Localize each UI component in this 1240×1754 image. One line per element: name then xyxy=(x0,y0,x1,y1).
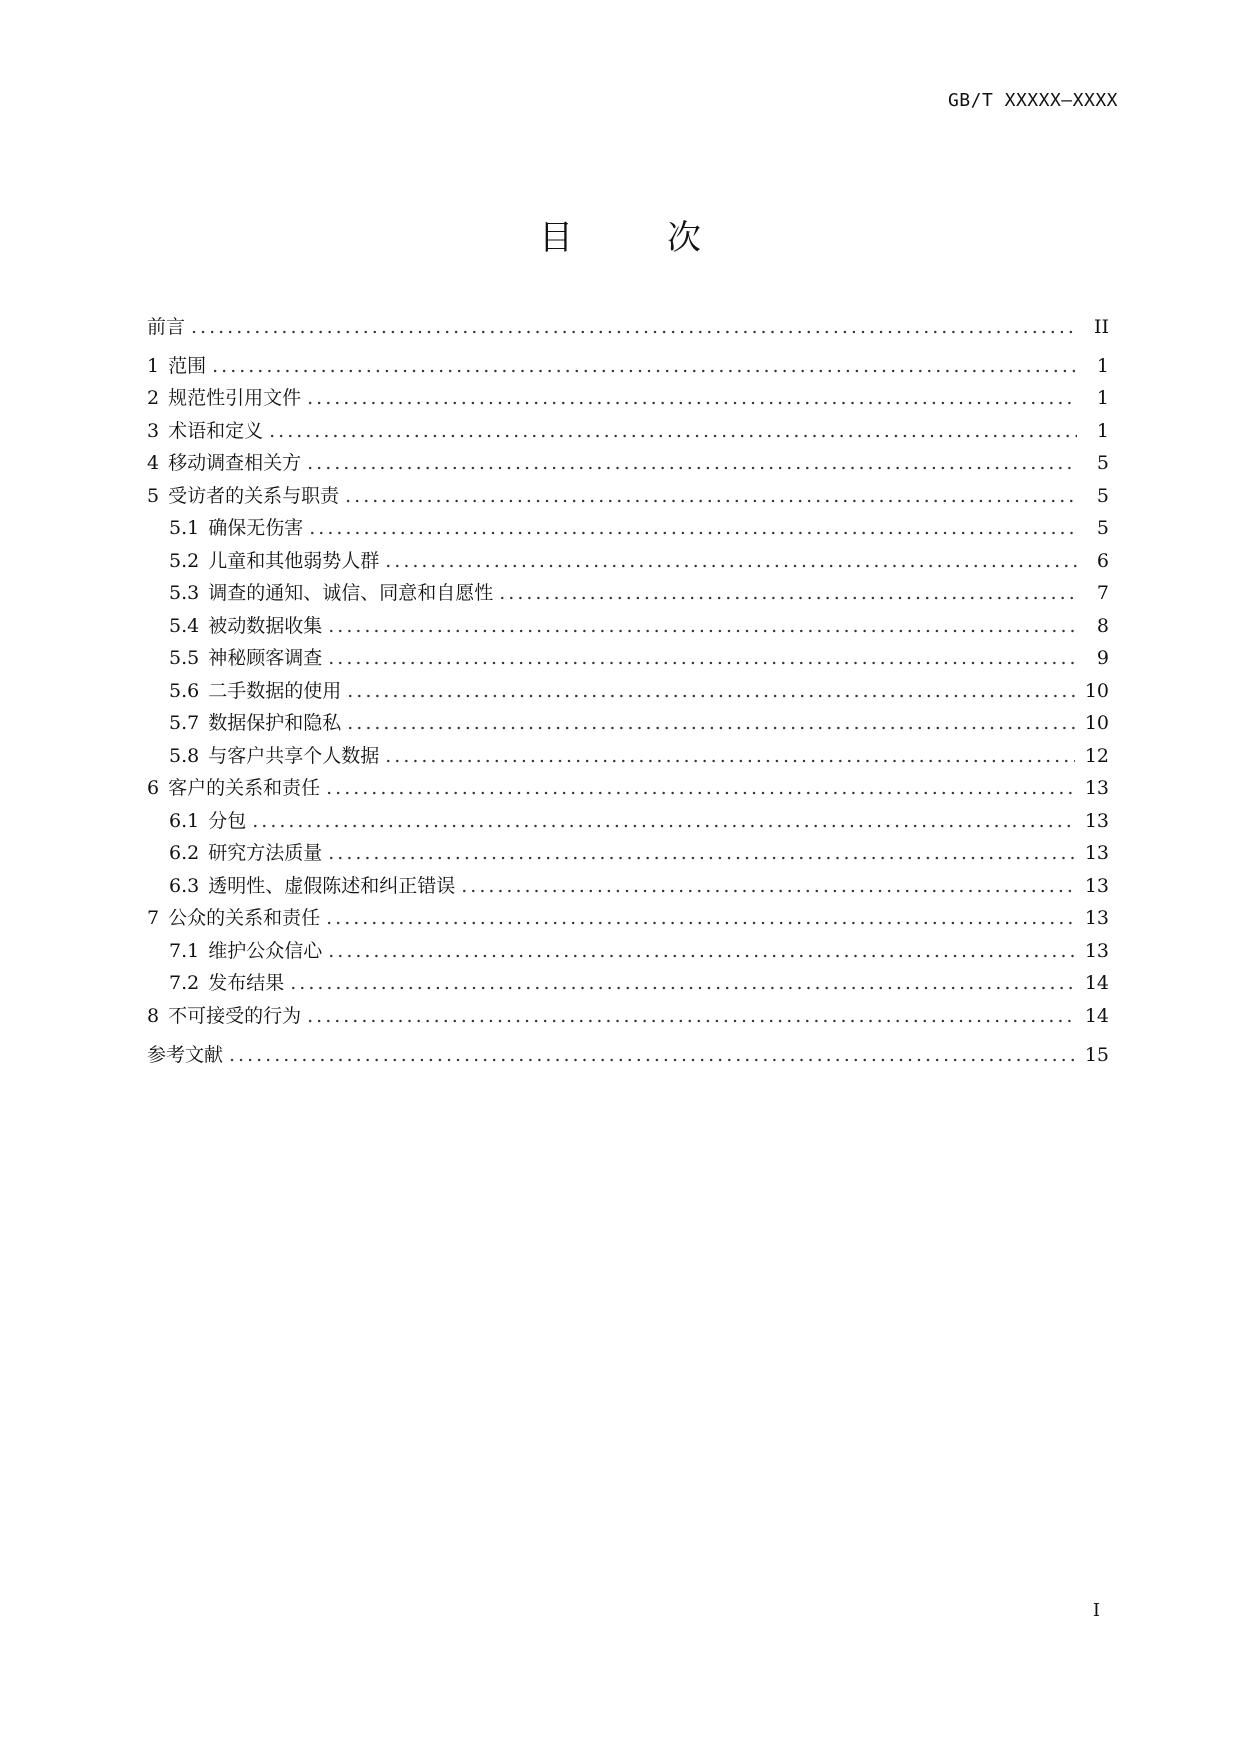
toc-label: 透明性、虚假陈述和纠正错误 xyxy=(208,874,456,897)
toc-page-number: 9 xyxy=(1096,647,1109,669)
toc-page-number: 10 xyxy=(1084,712,1109,734)
toc-label: 发布结果 xyxy=(208,972,285,994)
toc-leader-dots xyxy=(191,316,1077,338)
toc-entry-7-2[interactable] xyxy=(147,968,1109,1001)
toc-entry-5-2[interactable] xyxy=(147,546,1109,579)
toc-leader-dots xyxy=(461,875,1075,897)
toc-number: 8 xyxy=(147,1004,160,1027)
toc-entry-bibliography[interactable] xyxy=(147,1040,1109,1073)
toc-label: 参考文献 xyxy=(147,1044,224,1066)
toc-entry-5[interactable] xyxy=(147,481,1109,514)
toc-label: 数据保护和隐私 xyxy=(208,712,342,734)
toc-leader-dots xyxy=(269,420,1077,442)
toc-number: 5.8 xyxy=(169,744,200,767)
toc-entry-3[interactable] xyxy=(147,416,1109,449)
toc-leader-dots xyxy=(499,582,1077,604)
toc-number: 5.2 xyxy=(169,549,200,572)
toc-label: 儿童和其他弱势人群 xyxy=(208,549,380,572)
toc-number: 5.4 xyxy=(169,614,200,637)
toc-label: 维护公众信心 xyxy=(208,939,323,962)
toc-number: 6.1 xyxy=(169,809,200,832)
toc-leader-dots xyxy=(309,517,1077,539)
toc-page-number: 13 xyxy=(1084,874,1109,897)
toc-leader-dots xyxy=(229,1044,1075,1066)
toc-leader-dots xyxy=(307,387,1077,409)
toc-leader-dots xyxy=(290,972,1075,994)
toc-label: 被动数据收集 xyxy=(208,614,323,637)
toc-number: 7 xyxy=(147,907,160,929)
toc-entry-2[interactable] xyxy=(147,383,1109,416)
toc-page-number: 13 xyxy=(1084,907,1109,929)
toc-label: 与客户共享个人数据 xyxy=(208,744,380,767)
toc-page-number: 14 xyxy=(1084,1004,1109,1027)
toc-leader-dots xyxy=(347,680,1075,702)
toc-page-number: 1 xyxy=(1096,419,1109,442)
toc-entry-5-5[interactable] xyxy=(147,643,1109,676)
toc-leader-dots xyxy=(307,452,1077,474)
toc-label: 分包 xyxy=(208,809,247,832)
toc-number: 6.3 xyxy=(169,874,200,897)
toc-entry-7[interactable] xyxy=(147,903,1109,936)
toc-leader-dots xyxy=(347,712,1075,734)
toc-number: 5.5 xyxy=(169,647,200,669)
toc-number: 5.3 xyxy=(169,582,200,604)
toc-entry-5-6[interactable] xyxy=(147,676,1109,709)
toc-label: 规范性引用文件 xyxy=(168,387,302,409)
toc-leader-dots xyxy=(212,355,1077,377)
toc-number: 3 xyxy=(147,419,160,442)
toc-label: 术语和定义 xyxy=(168,419,264,442)
toc-number: 6 xyxy=(147,777,160,799)
toc-entry-7-1[interactable] xyxy=(147,936,1109,969)
toc-label: 神秘顾客调查 xyxy=(208,647,323,669)
toc-number: 5 xyxy=(147,484,160,507)
toc-number: 5.7 xyxy=(169,712,200,734)
toc-label: 公众的关系和责任 xyxy=(168,907,321,929)
toc-page-number: 13 xyxy=(1084,809,1109,832)
toc-page-number: 13 xyxy=(1084,842,1109,864)
toc-page-number: 7 xyxy=(1096,582,1109,604)
toc-number: 7.1 xyxy=(169,939,200,962)
toc-page-number: 14 xyxy=(1084,972,1109,994)
page-title: 目 次 xyxy=(539,218,731,258)
toc-page-number: 5 xyxy=(1096,484,1109,507)
toc-entry-6[interactable] xyxy=(147,773,1109,806)
toc-number: 7.2 xyxy=(169,972,200,994)
toc-leader-dots xyxy=(328,647,1077,669)
toc-leader-dots xyxy=(385,745,1075,767)
standard-code: GB/T XXXXX—XXXX xyxy=(947,90,1118,111)
toc-entry-6-2[interactable] xyxy=(147,838,1109,871)
toc-leader-dots xyxy=(307,1005,1075,1027)
toc-entry-preface[interactable] xyxy=(147,312,1109,345)
toc-entry-5-3[interactable] xyxy=(147,578,1109,611)
toc-number: 4 xyxy=(147,452,160,474)
toc-number: 1 xyxy=(147,354,160,377)
toc-entry-5-8[interactable] xyxy=(147,741,1109,774)
toc-page-number: 6 xyxy=(1096,549,1109,572)
toc-page-number: 15 xyxy=(1084,1044,1109,1066)
toc-label: 研究方法质量 xyxy=(208,842,323,864)
toc-page-number: 10 xyxy=(1084,679,1109,702)
toc-entry-6-1[interactable] xyxy=(147,806,1109,839)
toc-entry-8[interactable] xyxy=(147,1001,1109,1034)
toc-label: 移动调查相关方 xyxy=(168,452,302,474)
toc-page-number: 1 xyxy=(1096,387,1109,409)
toc-leader-dots xyxy=(252,810,1075,832)
toc-number: 5.6 xyxy=(169,679,200,702)
toc-entry-5-7[interactable] xyxy=(147,708,1109,741)
toc-page-number: II xyxy=(1093,316,1109,338)
toc-entry-5-1[interactable] xyxy=(147,513,1109,546)
toc-label: 受访者的关系与职责 xyxy=(168,484,340,507)
toc-page-number: 5 xyxy=(1096,452,1109,474)
toc-label: 二手数据的使用 xyxy=(208,679,342,702)
toc-entry-1[interactable] xyxy=(147,351,1109,384)
toc-page-number: 8 xyxy=(1096,614,1109,637)
toc-page-number: 13 xyxy=(1084,777,1109,799)
toc-label: 调查的通知、诚信、同意和自愿性 xyxy=(208,582,494,604)
toc-page-number: 1 xyxy=(1096,354,1109,377)
toc-leader-dots xyxy=(326,777,1075,799)
toc-entry-4[interactable] xyxy=(147,448,1109,481)
toc-leader-dots xyxy=(328,940,1075,962)
toc-leader-dots xyxy=(385,550,1077,572)
toc-page-number: 5 xyxy=(1096,517,1109,539)
toc-leader-dots xyxy=(326,907,1075,929)
toc-label: 不可接受的行为 xyxy=(168,1004,302,1027)
table-of-contents xyxy=(147,312,1109,1073)
toc-leader-dots xyxy=(345,485,1077,507)
toc-label: 客户的关系和责任 xyxy=(168,777,321,799)
toc-label: 范围 xyxy=(168,354,207,377)
toc-page-number: 13 xyxy=(1084,939,1109,962)
toc-entry-6-3[interactable] xyxy=(147,871,1109,904)
toc-number: 6.2 xyxy=(169,842,200,864)
toc-label: 前言 xyxy=(147,316,186,338)
toc-number: 5.1 xyxy=(169,517,200,539)
toc-number: 2 xyxy=(147,387,160,409)
toc-label: 确保无伤害 xyxy=(208,517,304,539)
toc-entry-5-4[interactable] xyxy=(147,611,1109,644)
toc-page-number: 12 xyxy=(1084,744,1109,767)
toc-leader-dots xyxy=(328,842,1075,864)
toc-leader-dots xyxy=(328,615,1077,637)
page-number: I xyxy=(1092,1600,1100,1621)
